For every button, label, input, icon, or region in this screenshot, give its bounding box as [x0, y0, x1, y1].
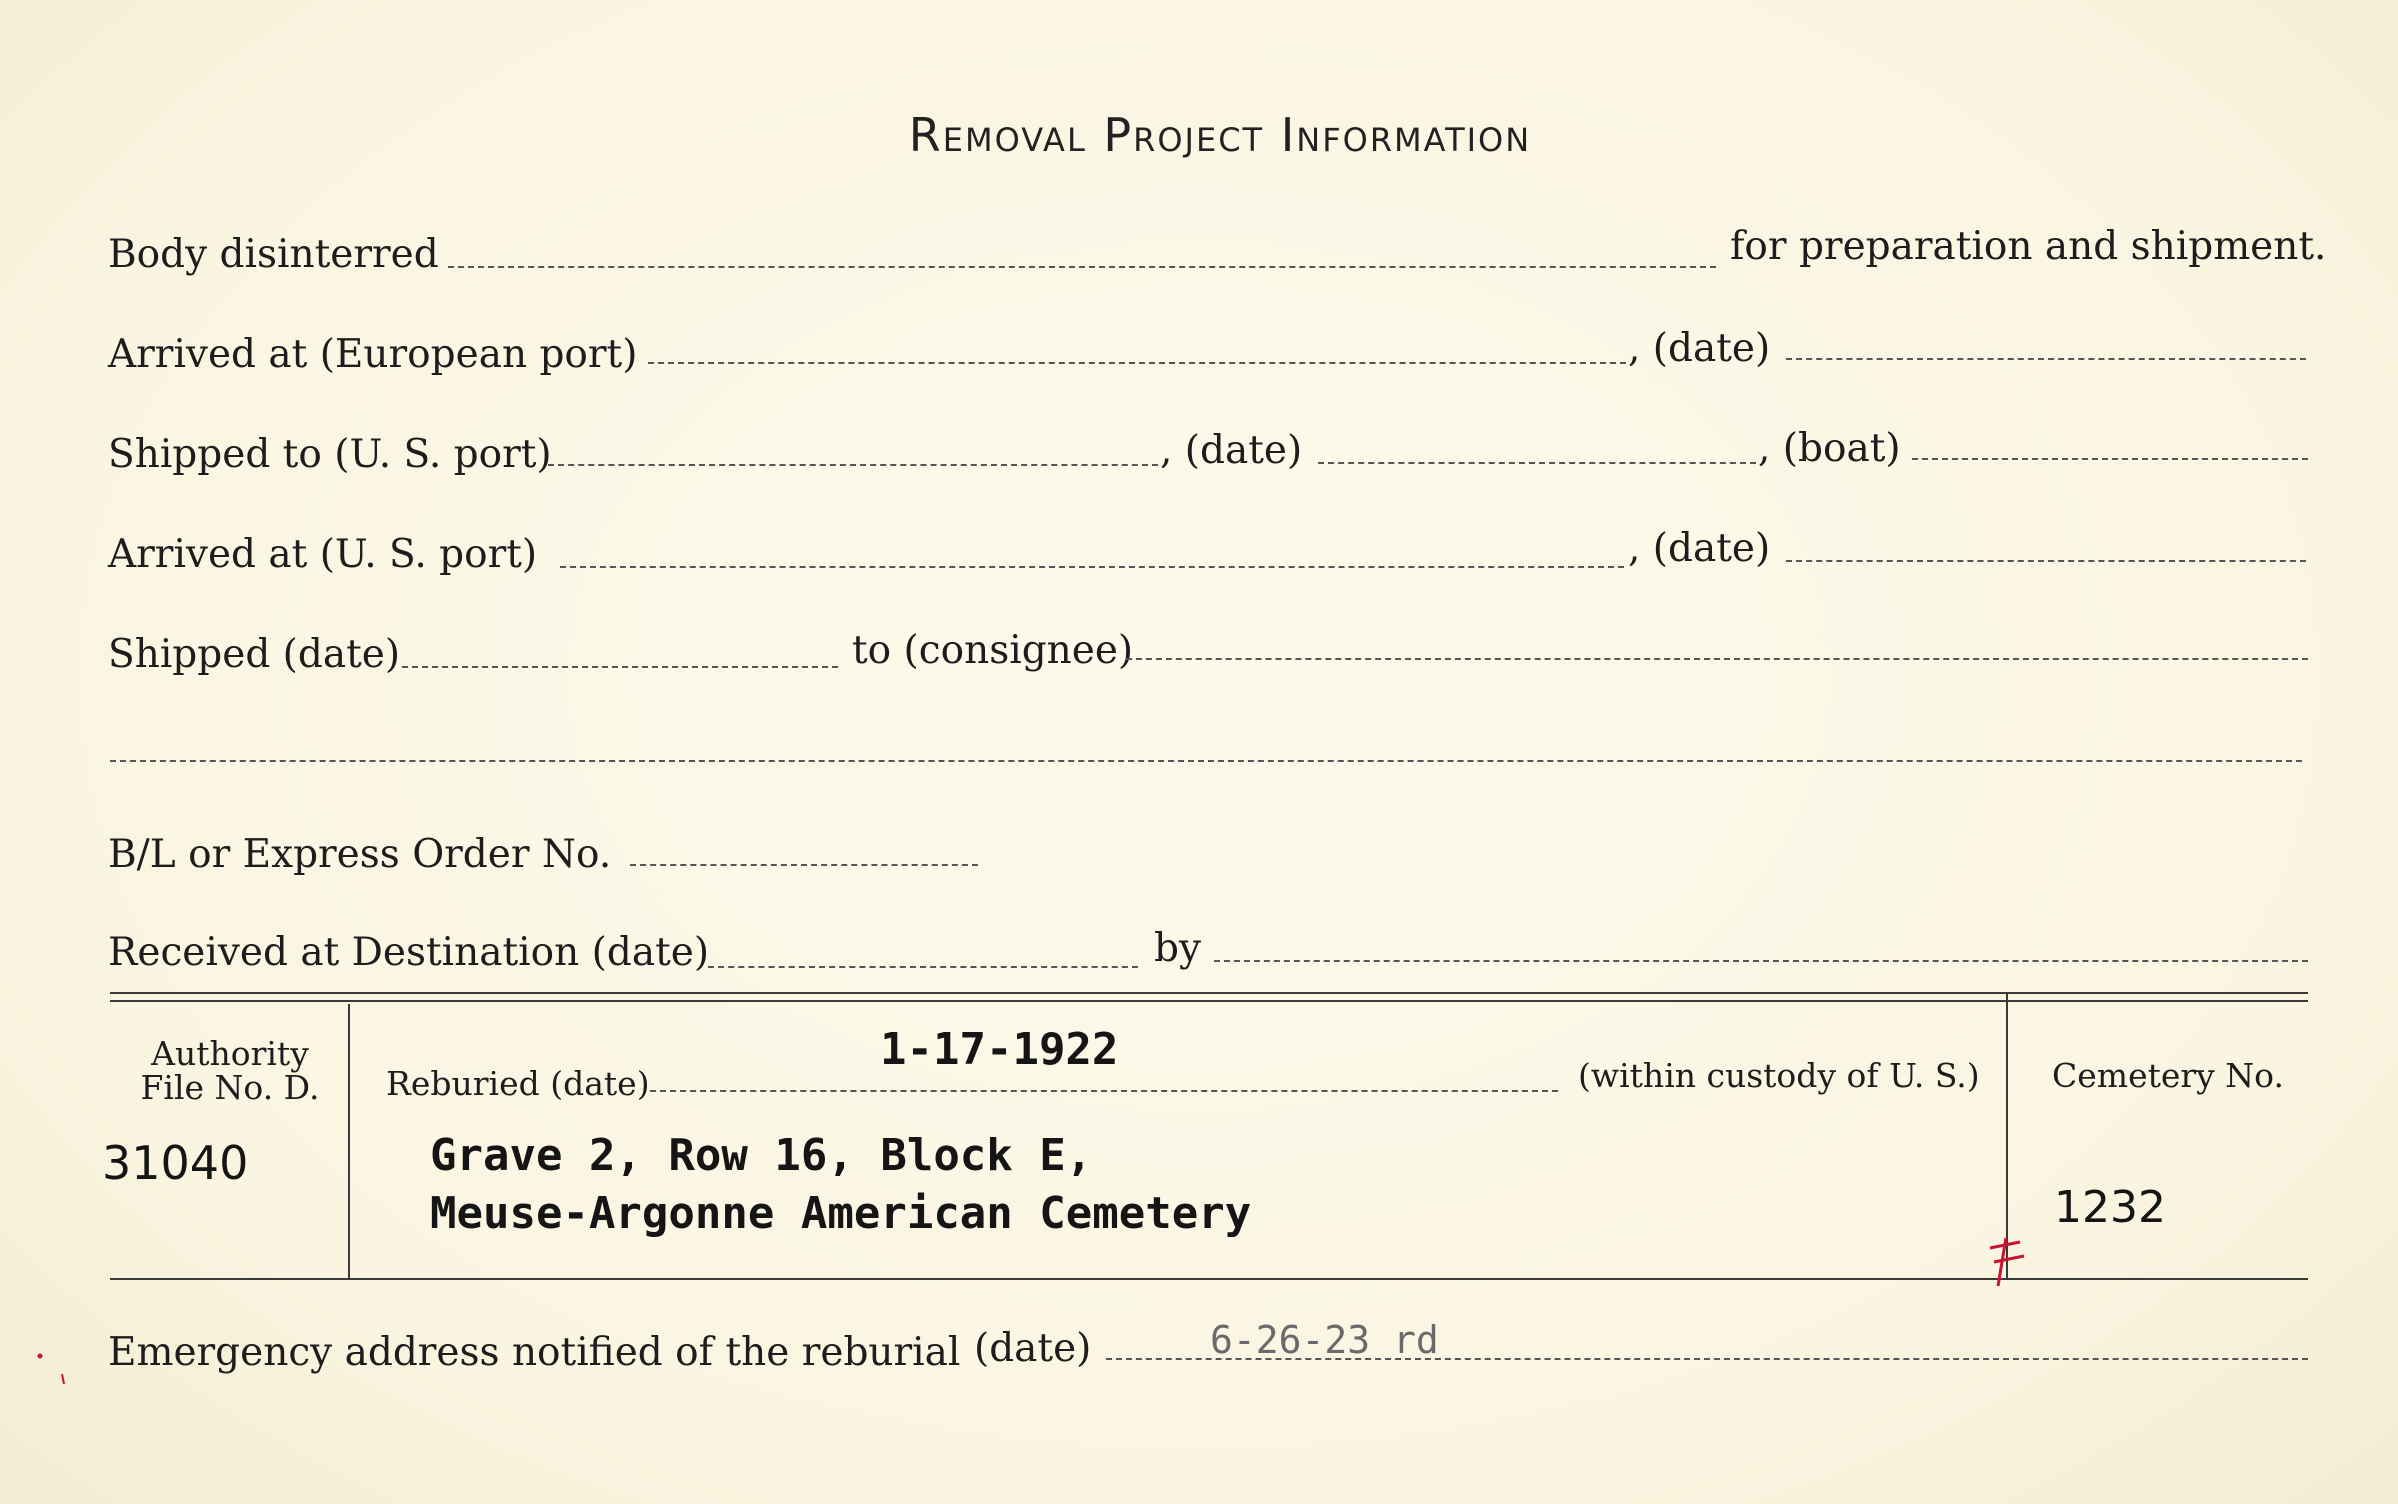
box-top-rule-2 — [110, 1000, 2308, 1002]
field-shipped-date[interactable] — [402, 666, 838, 668]
authority-file-number: 31040 — [102, 1136, 249, 1190]
reburied-date: 1-17-1922 — [880, 1024, 1119, 1075]
field-consignee-continued[interactable] — [110, 760, 2302, 762]
label-authority: Authority — [151, 1034, 309, 1073]
box-top-rule — [110, 992, 2308, 994]
label-file-no: File No. D. — [140, 1068, 320, 1107]
label-arrived-us: Arrived at (U. S. port) — [108, 532, 538, 577]
red-check-mark-icon — [1984, 1234, 2032, 1290]
label-custody: (within custody of U. S.) — [1578, 1056, 1980, 1095]
label-date-2: , (date) — [1160, 428, 1303, 473]
label-to-consignee: to (consignee) — [852, 628, 1134, 673]
label-bl-order: B/L or Express Order No. — [108, 832, 612, 877]
label-body-disinterred: Body disinterred — [108, 232, 439, 277]
field-emergency-date[interactable] — [1106, 1358, 2308, 1360]
emergency-notified-date: 6-26-23 rd — [1210, 1318, 1439, 1362]
field-boat[interactable] — [1912, 458, 2308, 460]
label-received-destination: Received at Destination (date) — [108, 930, 710, 975]
field-received-date[interactable] — [708, 966, 1138, 968]
cemetery-number: 1232 — [2054, 1182, 2166, 1233]
label-cemetery-no: Cemetery No. — [2052, 1056, 2284, 1095]
margin-ink-mark-icon — [34, 1350, 74, 1390]
label-for-preparation: for preparation and shipment. — [1730, 224, 2327, 269]
field-date-3[interactable] — [1786, 560, 2306, 562]
label-emergency-date: (date) — [974, 1326, 1092, 1371]
field-date-2[interactable] — [1318, 462, 1756, 464]
field-reburied-date[interactable] — [650, 1090, 1558, 1092]
card-title: Removal Project Information — [908, 108, 1532, 162]
label-boat: , (boat) — [1758, 426, 1901, 471]
label-by: by — [1154, 926, 1201, 971]
label-emergency-address: Emergency address notified of the reburial — [108, 1330, 961, 1375]
field-received-by[interactable] — [1214, 960, 2308, 962]
burial-location-line-1: Grave 2, Row 16, Block E, — [430, 1130, 1093, 1181]
label-shipped-date: Shipped (date) — [108, 632, 401, 677]
box-bottom-rule — [110, 1278, 2308, 1280]
field-body-disinterred[interactable] — [448, 266, 1716, 268]
label-arrived-european: Arrived at (European port) — [108, 332, 638, 377]
label-date-3: , (date) — [1628, 526, 1771, 571]
label-date-1: , (date) — [1628, 326, 1771, 371]
field-date-1[interactable] — [1786, 358, 2306, 360]
field-bl-order[interactable] — [630, 864, 978, 866]
field-arrived-us-port[interactable] — [560, 566, 1624, 568]
field-european-port[interactable] — [648, 362, 1626, 364]
label-shipped-to-us: Shipped to (U. S. port) — [108, 432, 552, 477]
field-us-port[interactable] — [548, 464, 1158, 466]
label-reburied-date: Reburied (date) — [386, 1064, 650, 1103]
burial-location-line-2: Meuse-Argonne American Cemetery — [430, 1188, 1252, 1239]
field-consignee[interactable] — [1126, 658, 2308, 660]
